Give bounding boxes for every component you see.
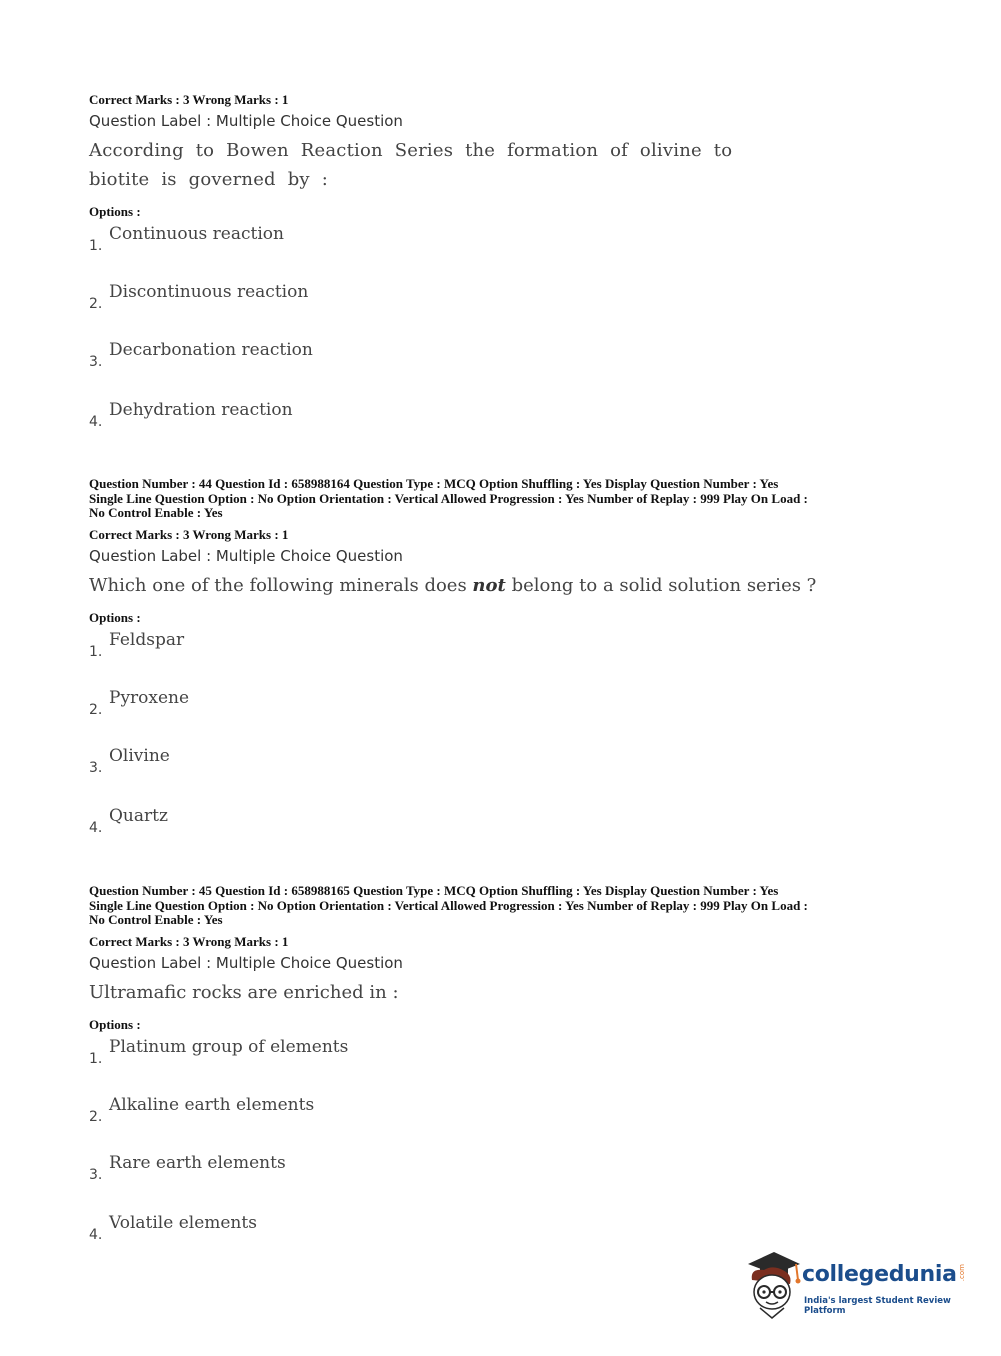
question-text-emphasis: not: [472, 574, 506, 596]
question-meta: [89, 477, 919, 521]
marks-line: Correct Marks : 3 Wrong Marks : 1: [89, 92, 289, 107]
options-list: [89, 1035, 919, 1269]
option-text: Continuous reaction: [109, 224, 284, 244]
option-4[interactable]: [89, 398, 919, 456]
option-text: Olivine: [109, 745, 170, 766]
options-heading: Options :: [89, 204, 141, 219]
question-43: [89, 91, 919, 456]
option-number: 1.: [89, 238, 103, 254]
meta-line: Single Line Question Option : No Option Orientation : Vertical Allowed Progression : Yes Number of Replay : 999 Play On Load :: [89, 490, 808, 506]
question-meta: [89, 884, 919, 928]
question-text-part: Which one of the following minerals does: [89, 574, 473, 596]
question-text: [89, 571, 919, 600]
question-label: Question Label : Multiple Choice Question: [89, 546, 403, 565]
question-text: Ultramafic rocks are enriched in :: [89, 981, 399, 1003]
meta-line: No Control Enable : Yes: [89, 912, 223, 927]
option-number: 3.: [89, 1166, 103, 1183]
option-number: 3.: [89, 354, 103, 370]
question-45: [89, 884, 919, 1269]
option-number: 1.: [89, 643, 103, 660]
option-text: Volatile elements: [109, 1212, 257, 1233]
graduate-mascot-icon: [742, 1250, 804, 1320]
question-label: Question Label : Multiple Choice Question: [89, 112, 403, 130]
logo-com-suffix: .com: [958, 1264, 966, 1282]
option-text: Feldspar: [109, 629, 185, 650]
option-number: 2.: [89, 701, 103, 718]
option-number: 1.: [89, 1050, 103, 1067]
option-1[interactable]: [89, 222, 919, 280]
option-2[interactable]: [89, 280, 919, 338]
question-44: [89, 477, 919, 862]
option-text: Decarbonation reaction: [109, 340, 313, 360]
option-1[interactable]: [89, 628, 919, 686]
collegedunia-logo[interactable]: [742, 1250, 972, 1320]
options-heading: Options :: [89, 1016, 141, 1032]
options-list: [89, 222, 919, 456]
logo-wordmark: collegedunia: [802, 1262, 957, 1287]
marks-line: Correct Marks : 3 Wrong Marks : 1: [89, 526, 289, 542]
option-2[interactable]: [89, 1093, 919, 1151]
question-text-part: belong to a solid solution series ?: [505, 574, 817, 596]
option-4[interactable]: [89, 804, 919, 862]
option-3[interactable]: [89, 1151, 919, 1211]
option-number: 2.: [89, 1108, 103, 1125]
logo-tagline: India's largest Student Review Platform: [804, 1296, 951, 1316]
meta-line: Single Line Question Option : No Option Orientation : Vertical Allowed Progression : Yes Number of Replay : 999 Play On Load :: [89, 897, 808, 913]
option-3[interactable]: [89, 744, 919, 804]
option-number: 4.: [89, 414, 103, 430]
meta-line: Question Number : 45 Question Id : 658988165 Question Type : MCQ Option Shuffling : Yes Display Question Number : Yes: [89, 883, 779, 898]
option-3[interactable]: [89, 338, 919, 398]
option-text: Dehydration reaction: [109, 400, 293, 420]
meta-line: No Control Enable : Yes: [89, 505, 223, 520]
option-text: Quartz: [109, 805, 168, 826]
option-number: 4.: [89, 819, 103, 836]
question-text: According to Bowen Reaction Series the formation of olivine to biotite is governed by :: [89, 140, 733, 190]
option-text: Pyroxene: [109, 687, 190, 708]
option-text: Alkaline earth elements: [109, 1094, 315, 1115]
option-text: Discontinuous reaction: [109, 282, 309, 302]
meta-line: Question Number : 44 Question Id : 658988164 Question Type : MCQ Option Shuffling : Yes Display Question Number : Yes: [89, 476, 779, 491]
option-number: 3.: [89, 759, 103, 776]
option-number: 2.: [89, 296, 103, 312]
option-1[interactable]: [89, 1035, 919, 1093]
options-list: [89, 628, 919, 862]
marks-line: Correct Marks : 3 Wrong Marks : 1: [89, 933, 289, 949]
option-2[interactable]: [89, 686, 919, 744]
options-heading: Options :: [89, 609, 141, 625]
option-number: 4.: [89, 1226, 103, 1243]
option-text: Rare earth elements: [109, 1152, 286, 1173]
option-text: Platinum group of elements: [109, 1036, 349, 1057]
question-label: Question Label : Multiple Choice Question: [89, 953, 403, 972]
